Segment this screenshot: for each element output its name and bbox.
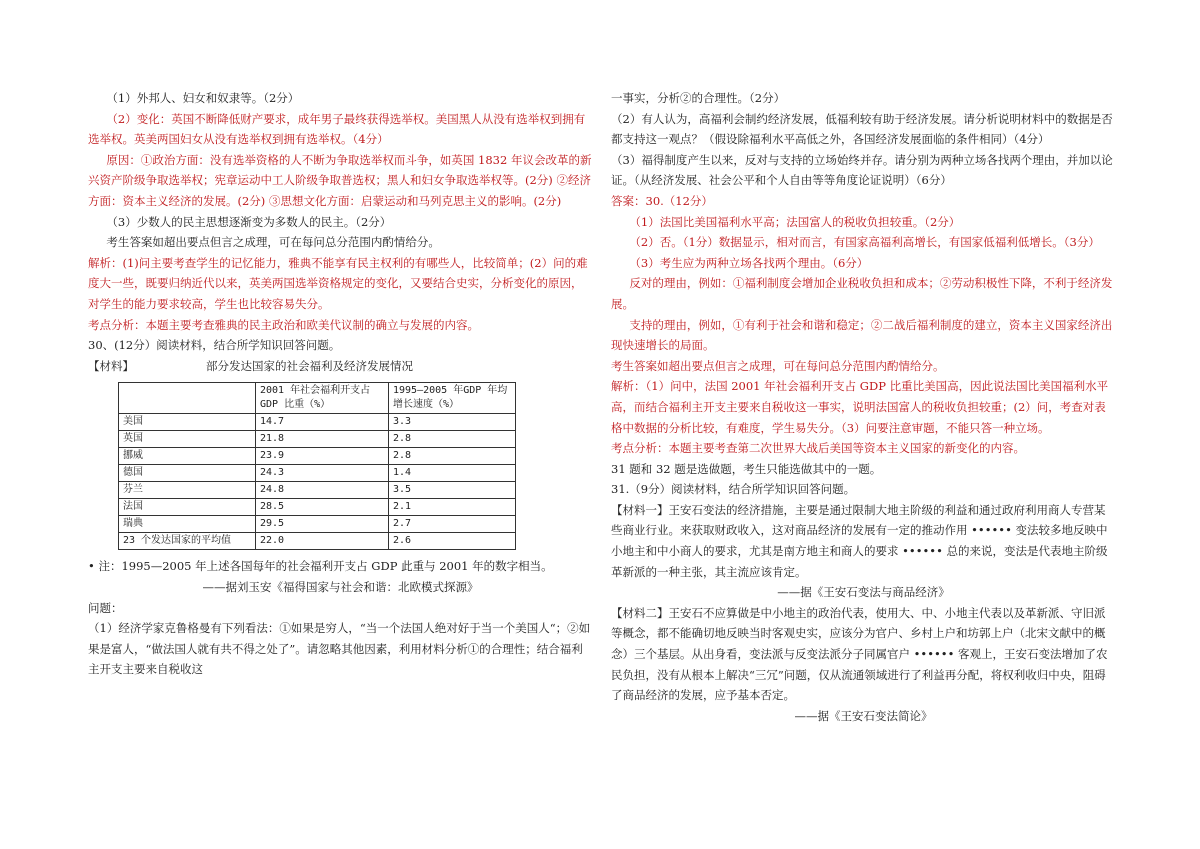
table-cell: 挪威	[119, 448, 256, 465]
table-cell: 2.8	[389, 448, 516, 465]
table-cell: 2.8	[389, 431, 516, 448]
right-column	[611, 88, 1116, 726]
table-cell: 22.0	[256, 533, 389, 550]
table-header-cell: 2001 年社会福利开支占 GDP 比重（%）	[256, 383, 389, 414]
analysis: 解析：(1)问主要考查学生的记忆能力，雅典不能享有民主权利的有哪些人，比较简单；(2）问的难度大一些，既要归纳近代以来，英美两国选举资格规定的变化，又要结合史实，分析变化的原因，对学生的能力要求较高，学生也比较容易失分。	[88, 255, 588, 311]
answer-30-1: （1）法国比美国福利水平高；法国富人的税收负担较重。（2分）	[629, 214, 961, 229]
table-cell: 21.8	[256, 431, 389, 448]
table-cell: 28.5	[256, 499, 389, 516]
exam-point: 考点分析：本题主要考查雅典的民主政治和欧美代议制的确立与发展的内容。	[88, 317, 479, 332]
table-cell: 3.5	[389, 482, 516, 499]
elective-note: 31 题和 32 题是选做题，考生只能选做其中的一题。	[611, 461, 882, 476]
table-row	[119, 482, 516, 499]
table-cell: 14.7	[256, 414, 389, 431]
material-title: 部分发达国家的社会福利及经济发展情况	[206, 358, 413, 373]
table-cell: 24.8	[256, 482, 389, 499]
material-one: 【材料一】王安石变法的经济措施，主要是通过限制大地主阶级的利益和通过政府利用商人专营某些商业行业。来获取财政收入，这对商品经济的发展有一定的推动作用 •••••• 变法较多地反映中小地主和中小商人的要求，尤其是南方地主和商人的要求 •••••• 总的来说，变法是代表地主阶级革新派的一种主张，其主流应该肯定。	[611, 502, 1108, 579]
table-row	[119, 431, 516, 448]
table-row	[119, 448, 516, 465]
analysis-30: 解析：（1）问中，法国 2001 年社会福利开支占 GDP 比重比美国高，因此说法国比美国福利水平高，而结合福利主开支主要来自税收这一事实，说明法国富人的税收负担较重；(2）问，考查对表格中数据的分析比较，有难度，学生易失分。（3）问要注意审题，不能只答一种立场。	[611, 379, 1109, 435]
question-31: 31.（9分）阅读材料，结合所学知识回答问题。	[611, 482, 856, 497]
table-header-cell	[119, 383, 256, 414]
answer-reason: 原因：①政治方面：没有选举资格的人不断为争取选举权而斗争，如英国 1832 年议会改革的新兴资产阶级争取选举权；宪章运动中工人阶级争取普选权；黑人和妇女争取选举权等。(2分) ②经济方面：资本主义经济的发展。(2分) ③思想文化方面：启蒙运动和马列克思主义的影响。(2分)	[88, 152, 592, 208]
table-cell: 2.6	[389, 533, 516, 550]
table-row	[119, 499, 516, 516]
table-cell: 29.5	[256, 516, 389, 533]
question-30: 30、(12分）阅读材料，结合所学知识回答问题。	[88, 338, 341, 353]
answer-oppose: 反对的理由，例如：①福利制度会增加企业税收负担和成本；②劳动积极性下降，不利于经济发展。	[611, 276, 1113, 311]
answer-30-2: （2）否。（1分）数据显示，相对而言，有国家高福利高增长，有国家低福利低增长。（3分）	[629, 235, 1100, 250]
material-two: 【材料二】王安石不应算做是中小地主的政治代表，使用大、中、小地主代表以及革新派、守旧派等概念，都不能确切地反映当时客观史实，应该分为官户、乡村上户和坊郭上户（北宋文献中的概念）三个基层。从出身看，变法派与反变法派分子同属官户 •••••• 客观上，王安石变法增加了农民负担，没有从根本上解决“三冗”问题，仅从流通领域进行了利益再分配，将权利收归中央，阻碍了商品经济的发展，应予基本否定。	[611, 605, 1108, 703]
table-header-row	[119, 383, 516, 414]
sub-question-2: （2）有人认为，高福利会制约经济发展，低福利较有助于经济发展。请分析说明材料中的数据是否都支持这一观点？（假设除福利水平高低之外，各国经济发展面临的条件相同）（4分）	[611, 111, 1113, 147]
answer-q3: （3）少数人的民主思想逐渐变为多数人的民主。（2分）	[106, 214, 392, 229]
material-one-source: ——据《王安石变法与商品经济》	[777, 585, 950, 600]
table-cell: 2.7	[389, 516, 516, 533]
sub-question-1: （1）经济学家克鲁格曼有下列看法：①如果是穷人，“当一个法国人绝对好于当一个美国人“；②如果是富人，“做法国人就有共不得之处了”。请忽略其他因素，利用材料分析①的合理性；结合福利主开支主要来自税收这	[88, 621, 591, 677]
material-heading	[88, 356, 593, 377]
table-cell: 德国	[119, 465, 256, 482]
table-cell: 芬兰	[119, 482, 256, 499]
table-cell: 3.3	[389, 414, 516, 431]
table-header-cell: 1995—2005 年GDP 年均增长速度（%）	[389, 383, 516, 414]
table-cell: 2.1	[389, 499, 516, 516]
question-label: 问题：	[88, 600, 123, 615]
table-cell: 法国	[119, 499, 256, 516]
table-row	[119, 465, 516, 482]
grading-note-30: 考生答案如超出要点但言之成理，可在每问总分范围内酌情给分。	[611, 358, 945, 373]
table-row	[119, 414, 516, 431]
table-cell: 英国	[119, 431, 256, 448]
welfare-table	[118, 382, 516, 550]
table-cell: 瑞典	[119, 516, 256, 533]
answer-change: （2）变化：英国不断降低财产要求，成年男子最终获得选举权。美国黑人从没有选举权到拥有选举权。英美两国妇女从没有选举权到拥有选举权。（4分）	[88, 111, 586, 147]
table-cell: 23 个发达国家的平均值	[119, 533, 256, 550]
table-row	[119, 516, 516, 533]
exam-point-30: 考点分析：本题主要考查第二次世界大战后美国等资本主义国家的新变化的内容。	[611, 441, 1025, 456]
answer-heading: 答案：30.（12分）	[611, 193, 713, 208]
answer-30-3: （3）考生应为两种立场各找两个理由。（6分）	[629, 255, 869, 270]
sub-question-3: （3）福得制度产生以来，反对与支持的立场始终并存。请分别为两种立场各找两个理由，并加以论证。（从经济发展、社会公平和个人自由等等角度论证说明）（6分）	[611, 152, 1113, 188]
answer-support: 支持的理由，例如，①有利于社会和谐和稳定；②二战后福利制度的建立，资本主义国家经济出现快速增长的局面。	[611, 317, 1113, 353]
left-column	[88, 88, 593, 680]
sub-question-1-cont: 一事实，分析②的合理性。（2分）	[611, 91, 786, 105]
table-cell: 24.3	[256, 465, 389, 482]
material-label: 【材料】	[88, 358, 134, 373]
table-row	[119, 533, 516, 550]
grading-note: 考生答案如超出要点但言之成理，可在每问总分范围内酌情给分。	[106, 235, 440, 250]
table-cell: 23.9	[256, 448, 389, 465]
material-source: ——据刘玉安《福得国家与社会和谐：北欧模式探源》	[202, 579, 479, 594]
table-note: • 注：1995—2005 年上述各国每年的社会福利开支占 GDP 此重与 2001 年的数字相当。	[88, 559, 553, 574]
table-cell: 美国	[119, 414, 256, 431]
table-cell: 1.4	[389, 465, 516, 482]
material-two-source: ——据《王安石变法简论》	[794, 708, 933, 723]
answer-q1: （1）外邦人、妇女和奴隶等。（2分）	[106, 91, 300, 105]
